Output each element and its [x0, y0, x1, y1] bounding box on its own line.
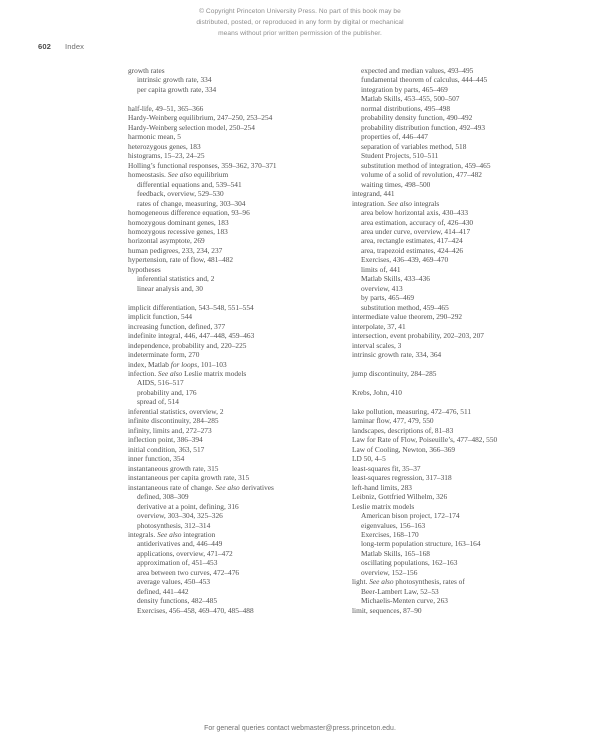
index-entry[interactable]: [128, 312, 340, 321]
footer-notice: For general queries contact webmaster@press.princeton.edu.: [204, 725, 396, 732]
index-subentry[interactable]: [128, 549, 340, 558]
index-subentry[interactable]: [352, 303, 564, 312]
index-entry[interactable]: [128, 464, 340, 473]
copyright-line-2: distributed, posted, or reproduced in any form by digital or mechanical: [196, 19, 404, 27]
index-entry-text: Law of Cooling, Newton, 366–369: [352, 444, 456, 454]
index-entry-text: separation of variables method, 518: [361, 141, 467, 151]
index-entry-text-after: Leslie matrix models: [182, 369, 247, 378]
index-subentry[interactable]: [128, 397, 340, 406]
index-entry-text: area below horizontal axis, 430–433: [361, 208, 469, 218]
index-entry[interactable]: [128, 104, 340, 113]
index-entry-text: landscapes, descriptions of, 81–83: [352, 425, 454, 435]
index-subentry[interactable]: [352, 568, 564, 577]
index-entry-text: implicit differentiation, 543–548, 551–554: [128, 302, 254, 312]
index-entry[interactable]: [128, 123, 340, 132]
index-entry-text: density functions, 482–485: [137, 596, 218, 606]
index-entry-text: probability density function, 490–492: [361, 113, 473, 123]
index-subentry[interactable]: [352, 113, 564, 122]
index-entry-text: area between two curves, 472–476: [137, 567, 240, 577]
index-entry[interactable]: [352, 341, 564, 350]
index-entry[interactable]: [352, 189, 564, 198]
index-entry[interactable]: [352, 416, 564, 425]
index-entry-text: normal distributions, 495–498: [361, 103, 451, 113]
index-subentry[interactable]: [128, 577, 340, 586]
index-entry-text: overview, 152–156: [361, 567, 418, 577]
index-entry-text-after: integration: [181, 529, 216, 539]
index-entry[interactable]: [128, 407, 340, 416]
index-entry-text: Beer-Lambert Law, 52–53: [361, 586, 439, 596]
index-subentry[interactable]: [352, 596, 564, 605]
index-subentry[interactable]: [352, 255, 564, 264]
index-entry-text: antiderivatives and, 446–449: [137, 539, 223, 549]
index-subentry[interactable]: [352, 161, 564, 170]
index-entry-text: increasing function, defined, 377: [128, 321, 226, 331]
index-entry[interactable]: [128, 265, 340, 274]
index-subentry[interactable]: [352, 180, 564, 189]
index-entry[interactable]: [128, 426, 340, 435]
index-entry[interactable]: [352, 407, 564, 416]
index-entry-text: long-term population structure, 163–164: [361, 539, 481, 549]
index-entry-text: overview, 303–304, 325–326: [137, 511, 223, 521]
index-entry-text: integration.: [352, 198, 388, 208]
index-entry-text: area, rectangle estimates, 417–424: [361, 236, 463, 246]
index-entry-text: AIDS, 516–517: [137, 378, 184, 388]
index-entry-text: Matlab Skills, 453–455, 500–507: [361, 94, 460, 104]
index-entry-spacer: [352, 378, 564, 387]
index-subentry[interactable]: [128, 189, 340, 198]
index-entry[interactable]: [128, 236, 340, 245]
index-entry[interactable]: [352, 492, 564, 501]
index-entry[interactable]: [128, 331, 340, 340]
index-entry[interactable]: [352, 369, 564, 378]
index-entry[interactable]: [128, 66, 340, 75]
index-entry-text: average values, 450–453: [137, 577, 211, 587]
index-subentry[interactable]: [128, 75, 340, 84]
index-entry[interactable]: [128, 360, 340, 369]
page-number: 602: [38, 42, 51, 51]
index-entry-text: intermediate value theorem, 290–292: [352, 312, 463, 322]
index-entry[interactable]: [352, 331, 564, 340]
index-entry-text: growth rates: [128, 66, 165, 75]
index-subentry[interactable]: [352, 558, 564, 567]
index-entry-text: instantaneous growth rate, 315: [128, 463, 219, 473]
running-head-label: Index: [64, 42, 85, 51]
index-entry[interactable]: [352, 435, 564, 444]
index-entry-text: volume of a solid of revolution, 477–482: [361, 170, 482, 180]
index-entry-italic: See also: [215, 482, 240, 492]
index-entry-text: Matlab Skills, 433–436: [361, 274, 430, 284]
index-entry-text: inferential statistics, overview, 2: [128, 406, 224, 416]
index-entry-text: infinite discontinuity, 284–285: [128, 416, 219, 426]
index-entry-text: substitution method, 459–465: [361, 302, 449, 312]
index-entry-text: applications, overview, 471–472: [137, 548, 233, 558]
index-entry-text: Matlab Skills, 165–168: [361, 548, 430, 558]
index-entry-text: instantaneous rate of change.: [128, 482, 216, 492]
index-subentry[interactable]: [128, 596, 340, 605]
index-subentry[interactable]: [352, 75, 564, 84]
index-entry[interactable]: [128, 350, 340, 359]
index-entry-text: linear analysis and, 30: [137, 283, 203, 293]
index-entry-text: Student Projects, 510–511: [361, 151, 439, 161]
index-entry-text: laminar flow, 477, 479, 550: [352, 416, 434, 426]
index-entry-text: least-squares regression, 317–318: [352, 473, 452, 483]
index-subentry[interactable]: [352, 274, 564, 283]
index-subentry[interactable]: [352, 218, 564, 227]
index-entry[interactable]: [128, 132, 340, 141]
index-entry[interactable]: [128, 218, 340, 227]
index-entry-text: spread of, 514: [137, 397, 179, 407]
index-subentry[interactable]: [128, 502, 340, 511]
index-entry-text: Leslie matrix models: [352, 501, 415, 511]
index-entry-text: defined, 308–309: [137, 492, 189, 502]
index-entry-text: per capita growth rate, 334: [137, 84, 217, 94]
index-subentry[interactable]: [352, 132, 564, 141]
index-entry[interactable]: [128, 142, 340, 151]
index-subentry[interactable]: [352, 293, 564, 302]
index-entry-text: Exercises, 168–170: [361, 529, 419, 539]
index-entry-text: jump discontinuity, 284–285: [352, 369, 437, 378]
index-entry[interactable]: [128, 341, 340, 350]
index-entry[interactable]: [128, 473, 340, 482]
index-subentry[interactable]: [128, 558, 340, 567]
index-entry-text: hypertension, rate of flow, 481–482: [128, 255, 234, 265]
index-entry-italic: See also: [167, 170, 193, 180]
index-entry-text: inferential statistics and, 2: [137, 274, 215, 284]
index-entry-text: Holling’s functional responses, 359–362, 370–371: [128, 160, 277, 170]
index-entry-text: differential equations and, 539–541: [137, 179, 242, 189]
index-body: [0, 66, 600, 686]
index-entry-spacer: [128, 293, 340, 302]
index-subentry[interactable]: [128, 521, 340, 530]
index-subentry[interactable]: [352, 85, 564, 94]
index-entry[interactable]: [352, 577, 564, 586]
index-entry-text: LD 50, 4–5: [352, 454, 386, 464]
index-entry-text: overview, 413: [361, 283, 403, 293]
index-entry-spacer: [128, 94, 340, 103]
index-entry-text-after: photosynthesis, rates of: [393, 577, 465, 587]
index-entry-text: integration by parts, 465–469: [361, 84, 448, 94]
index-subentry[interactable]: [128, 180, 340, 189]
index-entry[interactable]: [128, 530, 340, 539]
index-entry[interactable]: [128, 483, 340, 492]
index-entry-text: Hardy-Weinberg selection model, 250–254: [128, 122, 255, 132]
index-entry-text: oscillating populations, 162–163: [361, 558, 458, 568]
index-entry-spacer: [352, 360, 564, 369]
index-column-left: [128, 66, 340, 615]
index-entry-text: expected and median values, 493–495: [361, 66, 474, 75]
index-subentry[interactable]: [352, 142, 564, 151]
index-entry-text: integrand, 441: [352, 189, 395, 199]
index-entry-text: rates of change, measuring, 303–304: [137, 198, 246, 208]
index-entry-text: Michaelis-Menten curve, 263: [361, 596, 448, 606]
index-subentry[interactable]: [128, 378, 340, 387]
index-entry-text: half-life, 49–51, 365–366: [128, 103, 204, 113]
index-subentry[interactable]: [352, 587, 564, 596]
index-entry[interactable]: [352, 464, 564, 473]
index-entry-text: interpolate, 37, 41: [352, 321, 406, 331]
index-entry-text: inflection point, 386–394: [128, 435, 203, 445]
index-entry[interactable]: [128, 454, 340, 463]
index-entry-text: infinity, limits and, 272–273: [128, 425, 212, 435]
index-entry-text-after: integrals: [411, 198, 440, 208]
index-subentry[interactable]: [128, 388, 340, 397]
index-entry-text: by parts, 465–469: [361, 293, 414, 303]
index-subentry[interactable]: [352, 66, 564, 75]
index-subentry[interactable]: [128, 511, 340, 520]
index-subentry[interactable]: [352, 151, 564, 160]
index-entry[interactable]: [352, 350, 564, 359]
index-subentry[interactable]: [352, 236, 564, 245]
index-entry-text: human pedigrees, 233, 234, 237: [128, 245, 223, 255]
index-subentry[interactable]: [352, 284, 564, 293]
index-entry-text: infection.: [128, 369, 158, 378]
index-subentry[interactable]: [352, 246, 564, 255]
index-entry-text-after: equilibrium: [192, 170, 229, 180]
index-subentry[interactable]: [352, 123, 564, 132]
index-entry-text: fundamental theorem of calculus, 444–445: [361, 75, 488, 85]
index-entry[interactable]: [352, 473, 564, 482]
index-entry[interactable]: [352, 312, 564, 321]
index-entry-text: limit, sequences, 87–90: [352, 605, 422, 615]
index-entry-text: homozygous recessive genes, 183: [128, 226, 228, 236]
index-entry-text-after: , 101–103: [197, 359, 227, 369]
index-entry-text: indeterminate form, 270: [128, 350, 200, 360]
index-entry-text: harmonic mean, 5: [128, 132, 181, 142]
index-entry[interactable]: [128, 445, 340, 454]
index-entry-italic: See also: [387, 198, 412, 208]
index-entry-text: defined, 441–442: [137, 586, 189, 596]
index-subentry[interactable]: [128, 606, 340, 615]
index-entry[interactable]: [352, 483, 564, 492]
index-entry-text: Hardy-Weinberg equilibrium, 247–250, 253–254: [128, 113, 273, 123]
index-entry-text: approximation of, 451–453: [137, 558, 218, 568]
index-entry[interactable]: [128, 369, 340, 378]
index-entry-text: limits of, 441: [361, 264, 401, 274]
index-subentry[interactable]: [128, 539, 340, 548]
index-subentry[interactable]: [352, 539, 564, 548]
index-entry-text: Leibniz, Gottfried Wilhelm, 326: [352, 492, 448, 502]
index-subentry[interactable]: [352, 549, 564, 558]
index-entry-text: properties of, 446–447: [361, 132, 428, 142]
index-entry[interactable]: [128, 246, 340, 255]
index-entry[interactable]: [128, 322, 340, 331]
index-entry[interactable]: [352, 199, 564, 208]
index-subentry[interactable]: [128, 274, 340, 283]
index-entry-text: horizontal asymptote, 269: [128, 236, 205, 246]
index-entry-spacer: [352, 397, 564, 406]
copyright-line-3: means without prior written permission of the publisher.: [218, 30, 382, 38]
index-entry[interactable]: [128, 435, 340, 444]
index-entry[interactable]: [352, 388, 564, 397]
index-subentry[interactable]: [128, 587, 340, 596]
index-entry-text: integrals.: [128, 529, 158, 539]
index-entry-text: waiting times, 498–500: [361, 179, 431, 189]
index-subentry[interactable]: [352, 265, 564, 274]
copyright-line-1: © Copyright Princeton University Press. No part of this book may be: [199, 8, 401, 15]
index-subentry[interactable]: [352, 104, 564, 113]
index-subentry[interactable]: [352, 208, 564, 217]
index-subentry[interactable]: [128, 199, 340, 208]
index-entry-text: implicit function, 544: [128, 312, 193, 322]
index-subentry[interactable]: [352, 530, 564, 539]
index-entry[interactable]: [352, 322, 564, 331]
index-entry-text: eigenvalues, 156–163: [361, 520, 426, 530]
index-entry-italic: See also: [369, 577, 394, 587]
index-subentry[interactable]: [352, 170, 564, 179]
index-subentry[interactable]: [128, 568, 340, 577]
index-entry-text: lake pollution, measuring, 472–476, 511: [352, 406, 472, 416]
index-entry-text: American bison project, 172–174: [361, 511, 460, 521]
index-entry-text: area under curve, overview, 414–417: [361, 226, 471, 236]
index-subentry[interactable]: [128, 85, 340, 94]
index-entry[interactable]: [128, 416, 340, 425]
index-entry-text: photosynthesis, 312–314: [137, 520, 211, 530]
index-entry-text: left-hand limits, 283: [352, 482, 412, 492]
index-entry-italic: See also: [157, 369, 183, 378]
index-entry-text: intersection, event probability, 202–203, 207: [352, 331, 484, 341]
index-entry-text: intrinsic growth rate, 334, 364: [352, 350, 442, 360]
index-entry-text: intrinsic growth rate, 334: [137, 75, 212, 85]
index-entry[interactable]: [128, 303, 340, 312]
index-entry[interactable]: [352, 445, 564, 454]
index-entry[interactable]: [352, 606, 564, 615]
index-entry-text: Exercises, 456–458, 469–470, 485–488: [137, 605, 254, 615]
index-entry-text: light.: [352, 577, 370, 587]
index-entry[interactable]: [128, 227, 340, 236]
index-entry-text-after: derivatives: [239, 482, 274, 492]
index-entry[interactable]: [352, 502, 564, 511]
index-entry-text: homogeneous difference equation, 93–96: [128, 208, 250, 218]
index-entry[interactable]: [128, 208, 340, 217]
index-entry-text: probability and, 176: [137, 387, 197, 397]
index-subentry[interactable]: [128, 492, 340, 501]
index-subentry[interactable]: [352, 511, 564, 520]
index-entry-text: interval scales, 3: [352, 340, 402, 350]
index-entry[interactable]: [352, 426, 564, 435]
index-subentry[interactable]: [128, 284, 340, 293]
index-entry-text: Law for Rate of Flow, Poiseuille’s, 477–482, 550: [352, 435, 498, 445]
index-entry-text: index, Matlab: [128, 359, 171, 369]
index-entry-text: hypotheses: [128, 264, 161, 274]
index-entry-text: histograms, 15–23, 24–25: [128, 151, 205, 161]
index-entry-text: substitution method of integration, 459–465: [361, 160, 491, 170]
index-entry-text: probability distribution function, 492–493: [361, 122, 486, 132]
index-entry-text: heterozygous genes, 183: [128, 141, 201, 151]
index-entry-italic: for loops: [170, 359, 198, 369]
index-subentry[interactable]: [352, 521, 564, 530]
index-entry-text: area estimation, accuracy of, 426–430: [361, 217, 474, 227]
index-subentry[interactable]: [352, 94, 564, 103]
copyright-notice: [0, 6, 600, 40]
index-entry-text: inner function, 354: [128, 454, 185, 464]
index-entry-text: derivative at a point, defining, 316: [137, 501, 239, 511]
index-column-right: [352, 66, 564, 615]
index-entry-text: Exercises, 436–439, 469–470: [361, 255, 449, 265]
index-entry-text: area, trapezoid estimates, 424–426: [361, 245, 464, 255]
index-entry[interactable]: [128, 170, 340, 179]
index-entry-text: initial condition, 363, 517: [128, 444, 205, 454]
index-entry-italic: See also: [157, 529, 182, 539]
index-entry-text: homozygous dominant genes, 183: [128, 217, 229, 227]
index-entry-text: Krebs, John, 410: [352, 387, 402, 397]
index-entry-text: indefinite integral, 446, 447–448, 459–463: [128, 331, 255, 341]
index-entry[interactable]: [128, 255, 340, 264]
index-entry-text: least-squares fit, 35–37: [352, 463, 421, 473]
index-entry-text: homeostasis.: [128, 170, 168, 180]
index-entry-text: independence, probability and, 220–225: [128, 340, 247, 350]
index-entry[interactable]: [128, 151, 340, 160]
index-entry[interactable]: [128, 161, 340, 170]
index-entry[interactable]: [352, 454, 564, 463]
index-subentry[interactable]: [352, 227, 564, 236]
index-entry-text: instantaneous per capita growth rate, 315: [128, 473, 250, 483]
index-entry-text: feedback, overview, 529–530: [137, 189, 224, 199]
running-head: [38, 42, 84, 51]
index-entry[interactable]: [128, 113, 340, 122]
